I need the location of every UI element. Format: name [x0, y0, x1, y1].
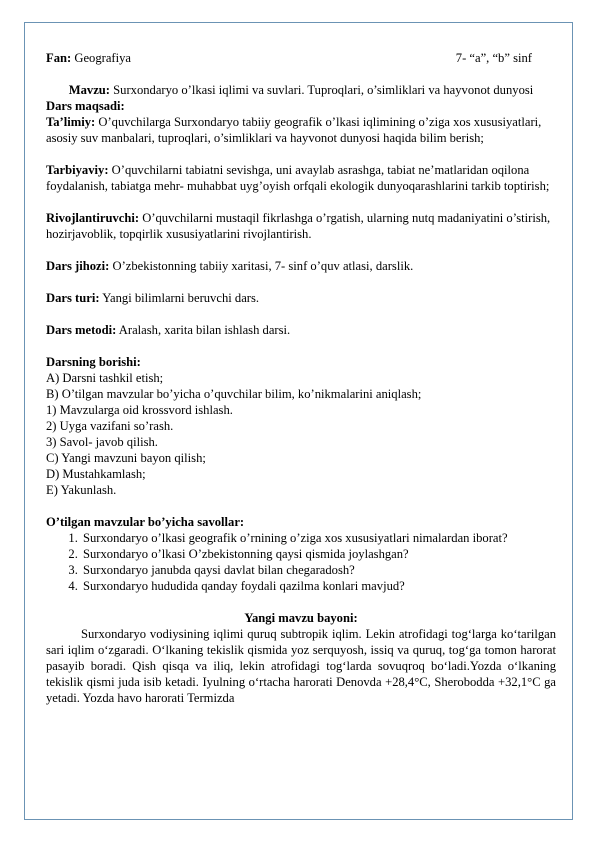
lesson-method-label: Dars metodi: — [46, 323, 117, 337]
topic-line — [46, 82, 556, 98]
lesson-method-text: Aralash, xarita bilan ishlash darsi. — [118, 323, 291, 337]
procedure-step: B) O’tilgan mavzular bo’yicha o’quvchilar bilim, ko’nikmalarini aniqlash; — [46, 387, 422, 401]
procedure-step: E) Yakunlash. — [46, 483, 117, 497]
subject-value: Geografiya — [74, 51, 131, 65]
lesson-type-text: Yangi bilimlarni beruvchi dars. — [102, 291, 260, 305]
goal-educational — [46, 114, 556, 146]
procedure-step: 1) Mavzularga oid krossvord ishlash. — [46, 403, 233, 417]
equipment-text: O’zbekistonning tabiiy xaritasi, 7- sinf o’quv atlasi, darslik. — [112, 259, 414, 273]
question-item: 4. Surxondaryo hududida qanday foydali qazilma konlari mavjud? — [81, 578, 556, 594]
lesson-type-line — [46, 290, 556, 306]
procedure-step: 3) Savol- javob qilish. — [46, 435, 158, 449]
new-topic-heading: Yangi mavzu bayoni: — [244, 611, 358, 625]
procedure-step: C) Yangi mavzuni bayon qilish; — [46, 451, 206, 465]
grade-label: 7- “a”, “b” sinf — [455, 51, 532, 65]
question-item: 1. Surxondaryo o’lkasi geografik o’rnining o’ziga xos xususiyatlari nimalardan iborat? — [81, 530, 556, 546]
subject-line — [46, 50, 131, 66]
equipment-line — [46, 258, 556, 274]
questions-list — [46, 530, 556, 594]
procedure-step: A) Darsni tashkil etish; — [46, 371, 164, 385]
equipment-label: Dars jihozi: — [46, 259, 110, 273]
lesson-type-label: Dars turi: — [46, 291, 100, 305]
goal-educational-text: O’quvchilarga Surxondaryo tabiiy geografik o’lkasi iqlimining o’ziga xos xususiyatlari, asosiy suv manbalari, tuproqlari, o’simliklari va hayvonot dunyosi haqida bilim berish; — [46, 115, 542, 145]
goal-educational-label: Ta’limiy: — [46, 115, 96, 129]
procedure-step: 2) Uyga vazifani so’rash. — [46, 419, 174, 433]
question-item: 3. Surxondaryo janubda qaysi davlat bilan chegaradosh? — [81, 562, 556, 578]
goals-heading: Dars maqsadi: — [46, 99, 125, 113]
topic-text: Surxondaryo o’lkasi iqlimi va suvlari. Tuproqlari, o’simliklari va hayvonot dunyosi — [113, 83, 534, 97]
goal-upbringing — [46, 162, 556, 194]
questions-heading: O’tilgan mavzular bo’yicha savollar: — [46, 515, 245, 529]
goal-developmental — [46, 210, 556, 242]
subject-label: Fan: — [46, 51, 72, 65]
topic-label: Mavzu: — [68, 83, 110, 97]
lesson-method-line — [46, 322, 556, 338]
goal-upbringing-text: O’quvchilarni tabiatni sevishga, uni avaylab asrashga, tabiat ne’matlaridan oqilona foydalanish, tabiatga mehr- muhabbat uyg’oyish orfqali ekologik dunyoqarashlarini tarkib toptirish; — [46, 163, 550, 193]
new-topic-paragraph: Surxondaryo vodiysining iqlimi quruq subtropik iqlim. Lekin atrofidagi tog‘larga ko‘tarilgan sari iqlim o‘zgaradi. O‘lkaning tekislik qismida yoz serquyosh, issiq va quruq, tog‘ga tomon harorat pasayib boradi. Qish qisqa va iliq, lekin atrofidagi tog‘larda sovuqroq bo‘ladi.Yozda o‘lkaning tekislik qismi juda isib ketadi. Iyulning o‘rtacha harorati Denovda +28,4°C, Sherobodda +32,1°C ga yetadi. Yozda havo harorati Termizda — [46, 627, 556, 705]
goal-upbringing-label: Tarbiyaviy: — [46, 163, 109, 177]
document-content — [46, 50, 556, 706]
procedure-step: D) Mustahkamlash; — [46, 467, 146, 481]
goal-developmental-label: Rivojlantiruvchi: — [46, 211, 140, 225]
header-row — [46, 50, 556, 66]
procedure-heading: Darsning borishi: — [46, 355, 141, 369]
goal-developmental-text: O’quvchilarni mustaqil fikrlashga o’rgatish, ularning nutq madaniyatini o’stirish, hozirjavoblik, topqirlik xususiyatlarini rivojlantirish. — [46, 211, 551, 241]
question-item: 2. Surxondaryo o’lkasi O’zbekistonning qaysi qismida joylashgan? — [81, 546, 556, 562]
